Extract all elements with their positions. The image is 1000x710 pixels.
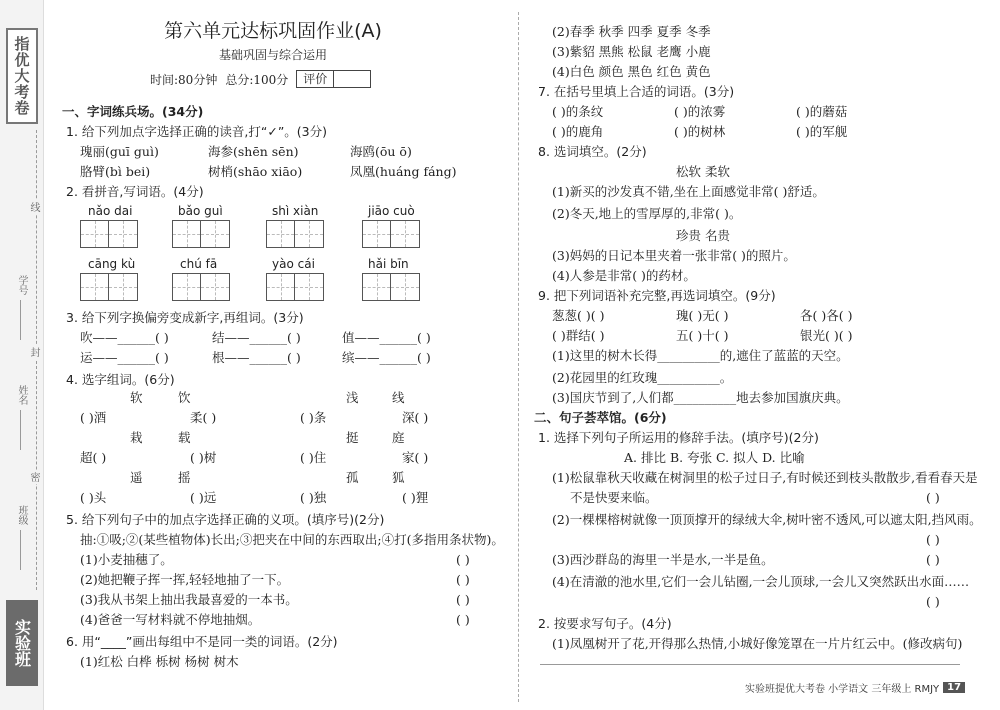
writing-grid[interactable] [266, 220, 324, 248]
section2-title: 二、句子荟萃馆。(6分) [534, 410, 667, 425]
eval-input[interactable] [334, 71, 370, 87]
answer-line[interactable] [540, 664, 960, 665]
s2q1-sentence: (1)松鼠靠秋天收藏在树洞里的松子过日子,有时候还到枝头散散步,看看春天是 [552, 470, 978, 485]
q9-blank[interactable]: ( )群结( ) [552, 328, 605, 343]
cut-line [36, 130, 37, 590]
q3-blank[interactable]: 运——______( ) [80, 350, 169, 365]
q4-blank[interactable]: 家( ) [402, 450, 429, 465]
q5-item: (2)她把鞭子挥一挥,轻轻地抽了一下。 [80, 572, 290, 587]
exam-meta [150, 70, 371, 88]
s2q2-sentence: (1)凤凰树开了花,开得那么热情,小城好像笼罩在一片片红云中。(修改病句) [552, 636, 963, 651]
s2q1-sentence: (3)西沙群岛的海里一半是水,一半是鱼。 [552, 552, 774, 567]
q1-item[interactable]: 海鸥(ōu ō) [350, 144, 412, 159]
exam-time: 时间:80分钟 [150, 72, 218, 87]
s2q1-answer-bracket[interactable]: ( ) [926, 552, 940, 567]
q5-answer-bracket[interactable]: ( ) [456, 552, 470, 567]
q3-stem: 3. 给下列字换偏旁变成新字,再组词。(3分) [66, 310, 304, 325]
student-id-blank[interactable] [20, 300, 21, 340]
name-blank[interactable] [20, 410, 21, 450]
q7-blank[interactable]: ( )的树林 [674, 124, 726, 139]
q7-stem: 7. 在括号里填上合适的词语。(3分) [538, 84, 735, 99]
q3-blank[interactable]: 值——______( ) [342, 330, 431, 345]
s2q1-sentence: (4)在清澈的池水里,它们一会儿钻圈,一会儿顶球,一会儿又突然跃出水面…… [552, 574, 970, 589]
pinyin-label: jiāo cuò [368, 204, 415, 218]
pinyin-label: bǎo guì [178, 204, 223, 218]
q4-blank[interactable]: ( )独 [300, 490, 327, 505]
s2q1-answer-bracket[interactable]: ( ) [926, 532, 940, 547]
q1-item[interactable]: 凤凰(huáng fáng) [350, 164, 457, 179]
q5-answer-bracket[interactable]: ( ) [456, 612, 470, 627]
page-number: 17 [943, 682, 965, 693]
q4-char: 摇 [178, 470, 191, 485]
q9-blank[interactable]: 瑰( )无( ) [676, 308, 729, 323]
q3-blank[interactable]: 结——______( ) [212, 330, 301, 345]
q1-stem: 1. 给下列加点字选择正确的读音,打“✓”。(3分) [66, 124, 328, 139]
q6-item[interactable]: (3)紫貂 黑熊 松鼠 老鹰 小鹿 [552, 44, 711, 59]
q4-blank[interactable]: ( )酒 [80, 410, 107, 425]
q4-blank[interactable]: ( )条 [300, 410, 327, 425]
q4-char: 软 [130, 390, 143, 405]
pinyin-label: nǎo dai [88, 204, 133, 218]
writing-grid[interactable] [172, 220, 230, 248]
bind-char-line: 线 [28, 202, 39, 212]
writing-grid[interactable] [362, 273, 420, 301]
s2q1-sentence: (2)一棵棵榕树就像一顶顶撑开的绿绒大伞,树叶密不透风,可以遮太阳,挡风雨。 [552, 512, 982, 527]
page-title: 第六单元达标巩固作业(A) [164, 20, 382, 42]
q4-char: 栽 [130, 430, 143, 445]
q5-item: (1)小麦抽穗了。 [80, 552, 173, 567]
q7-blank[interactable]: ( )的鹿角 [552, 124, 604, 139]
student-id-label: 学号 [16, 275, 27, 295]
q1-item[interactable]: 树梢(shāo xiāo) [208, 164, 303, 179]
pinyin-label: cāng kù [88, 257, 136, 271]
q5-answer-bracket[interactable]: ( ) [456, 592, 470, 607]
exam-score: 总分:100分 [225, 72, 289, 87]
q6-item[interactable]: (1)红松 白桦 栎树 杨树 树木 [80, 654, 239, 669]
q4-blank[interactable]: 深( ) [402, 410, 429, 425]
brand-logo-bottom: 实验班 [6, 600, 38, 686]
q3-blank[interactable]: 根——______( ) [212, 350, 301, 365]
s2q2-stem: 2. 按要求写句子。(4分) [538, 616, 672, 631]
q4-blank[interactable]: ( )住 [300, 450, 327, 465]
q6-item[interactable]: (4)白色 颜色 黑色 红色 黄色 [552, 64, 711, 79]
q8-sentence[interactable]: (2)冬天,地上的雪厚厚的,非常( )。 [552, 206, 742, 221]
writing-grid[interactable] [80, 220, 138, 248]
pinyin-label: chú fā [180, 257, 218, 271]
q4-blank[interactable]: 超( ) [80, 450, 107, 465]
brand-logo-top: 指优大考卷 [6, 28, 38, 124]
q4-blank[interactable]: ( )狸 [402, 490, 429, 505]
q7-blank[interactable]: ( )的浓雾 [674, 104, 726, 119]
eval-label: 评价 [297, 71, 334, 87]
pinyin-label: hǎi bīn [368, 257, 409, 271]
q4-char: 遥 [130, 470, 143, 485]
column-divider [518, 12, 519, 702]
page-footer [745, 680, 965, 695]
q9-sentence[interactable]: (2)花园里的红玫瑰__________。 [552, 370, 733, 385]
pinyin-label: shì xiàn [272, 204, 319, 218]
section1-title: 一、字词练兵场。(34分) [62, 104, 204, 119]
writing-grid[interactable] [362, 220, 420, 248]
q8-stem: 8. 选词填空。(2分) [538, 144, 647, 159]
name-label: 姓名 [16, 385, 27, 405]
q8-sentence[interactable]: (3)妈妈的日记本里夹着一张非常( )的照片。 [552, 248, 796, 263]
q4-blank[interactable]: ( )远 [190, 490, 217, 505]
q9-stem: 9. 把下列词语补充完整,再选词填空。(9分) [538, 288, 776, 303]
q9-sentence[interactable]: (1)这里的树木长得__________的,遮住了蓝蓝的天空。 [552, 348, 849, 363]
q1-item[interactable]: 海参(shēn sēn) [208, 144, 299, 159]
class-blank[interactable] [20, 530, 21, 570]
q9-blank[interactable]: 各( )各( ) [800, 308, 853, 323]
s2q1-answer-bracket[interactable]: ( ) [926, 490, 940, 505]
q8-word-choice: 珍贵 名贵 [676, 228, 730, 243]
bind-char-secret: 密 [28, 472, 39, 482]
q8-sentence[interactable]: (4)人参是非常( )的药材。 [552, 268, 696, 283]
q5-stem: 5. 给下列句子中的加点字选择正确的义项。(填序号)(2分) [66, 512, 385, 527]
bind-char-seal: 封 [28, 347, 39, 357]
s2q1-stem: 1. 选择下列句子所运用的修辞手法。(填序号)(2分) [538, 430, 819, 445]
q9-blank[interactable]: 五( )十( ) [676, 328, 729, 343]
q9-blank[interactable]: 银光( )( ) [800, 328, 853, 343]
q1-item[interactable]: 瑰丽(guī guì) [80, 144, 159, 159]
q4-blank[interactable]: ( )头 [80, 490, 107, 505]
q8-word-choice: 松软 柔软 [676, 164, 730, 179]
q3-blank[interactable]: 吹——______( ) [80, 330, 169, 345]
page-subtitle: 基础巩固与综合运用 [218, 48, 327, 62]
q4-char: 孤 [346, 470, 359, 485]
q5-answer-bracket[interactable]: ( ) [456, 572, 470, 587]
q6-item[interactable]: (2)春季 秋季 四季 夏季 冬季 [552, 24, 711, 39]
q4-char: 载 [178, 430, 191, 445]
q4-char: 庭 [392, 430, 405, 445]
q5-item: (4)爸爸一写材料就不停地抽烟。 [80, 612, 261, 627]
q4-char: 线 [392, 390, 405, 405]
s2q1-options: A. 排比 B. 夸张 C. 拟人 D. 比喻 [624, 450, 805, 465]
q1-item[interactable]: 胳臂(bì bei) [80, 164, 151, 179]
eval-box[interactable] [296, 70, 371, 88]
class-label: 班级 [16, 505, 27, 525]
q4-stem: 4. 选字组词。(6分) [66, 372, 175, 387]
q4-blank[interactable]: ( )树 [190, 450, 217, 465]
q3-blank[interactable]: 缤——______( ) [342, 350, 431, 365]
binding-strip [0, 0, 44, 710]
footer-text: 实验班提优大考卷 小学语文 三年级上 RMJY [745, 684, 940, 695]
q9-blank[interactable]: 葱葱( )( ) [552, 308, 605, 323]
q7-blank[interactable]: ( )的条纹 [552, 104, 604, 119]
q7-blank[interactable]: ( )的蘑菇 [796, 104, 848, 119]
q9-sentence[interactable]: (3)国庆节到了,人们都__________地去参加国旗庆典。 [552, 390, 849, 405]
q2-stem: 2. 看拼音,写词语。(4分) [66, 184, 204, 199]
q5-item: (3)我从书架上抽出我最喜爱的一本书。 [80, 592, 298, 607]
q4-char: 饮 [178, 390, 191, 405]
q4-blank[interactable]: 柔( ) [190, 410, 217, 425]
writing-grid[interactable] [172, 273, 230, 301]
q4-char: 挺 [346, 430, 359, 445]
q5-definition: 抽:①吸;②(某些植物体)长出;③把夹在中间的东西取出;④打(多指用条状物)。 [80, 532, 504, 547]
q4-char: 浅 [346, 390, 359, 405]
pinyin-label: yào cái [272, 257, 315, 271]
writing-grid[interactable] [80, 273, 138, 301]
q8-sentence[interactable]: (1)新买的沙发真不错,坐在上面感觉非常( )舒适。 [552, 184, 825, 199]
writing-grid[interactable] [266, 273, 324, 301]
q6-stem: 6. 用“____”画出每组中不是同一类的词语。(2分) [66, 634, 338, 649]
s2q1-sentence-cont: 不是快要来临。 [570, 490, 658, 505]
q4-char: 狐 [392, 470, 405, 485]
q7-blank[interactable]: ( )的军舰 [796, 124, 848, 139]
s2q1-answer-bracket[interactable]: ( ) [926, 594, 940, 609]
